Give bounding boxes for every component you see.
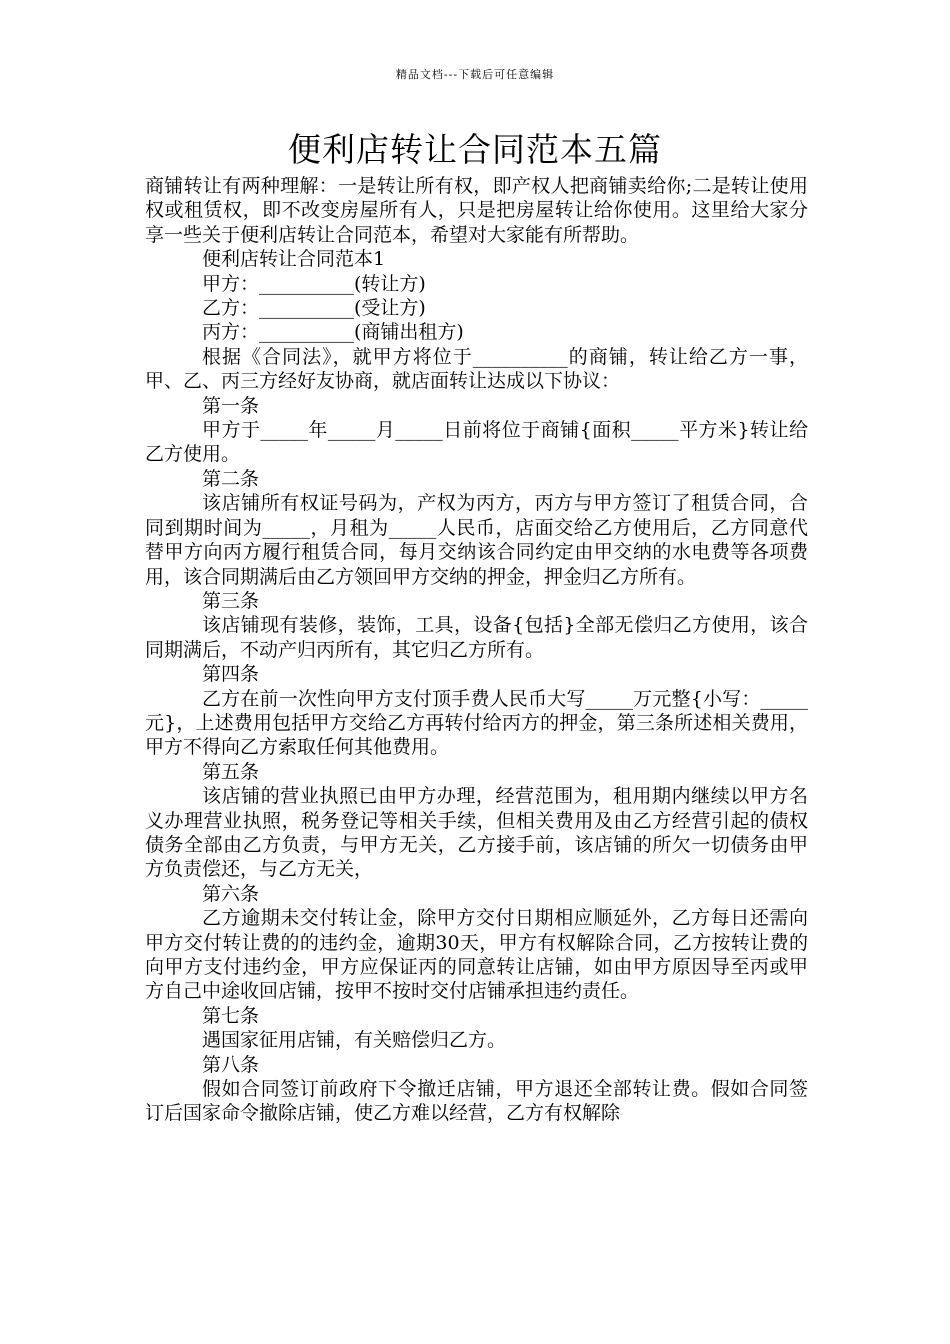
article-text: 甲方于_____年_____月_____日前将位于商铺{面积_____平方米}转让给乙方使用。 [145,419,808,466]
document-title: 便利店转让合同范本五篇 [288,130,662,169]
article-heading: 第四条 [202,663,260,686]
article-heading: 第八条 [202,1053,260,1076]
article-text: 遇国家征用店铺，有关赔偿归乙方。 [202,1029,507,1052]
document-body [145,174,808,1126]
article-text: 该店铺所有权证号码为，产权为丙方，丙方与甲方签订了租赁合同，合同到期时间为_____，月租为_____人民币，店面交给乙方使用后，乙方同意代替甲方向丙方履行租赁合同，每月交纳该合同约定由甲交纳的水电费等各项费用，该合同期满后由乙方领回甲方交纳的押金，押金归乙方所有。 [145,492,808,588]
contract-title: 便利店转让合同范本1 [202,248,386,271]
article-text: 乙方逾期未交付转让金，除甲方交付日期相应顺延外，乙方每日还需向甲方交付转让费的的违约金，逾期30天，甲方有权解除合同，乙方按转让费的向甲方支付违约金，甲方应保证丙的同意转让店铺，如由甲方原因导至丙或甲方自己中途收回店铺，按甲不按时交付店铺承担违约责任。 [145,907,808,1003]
article-heading: 第三条 [202,589,260,612]
article-text: 乙方在前一次性向甲方支付顶手费人民币大写_____万元整{小写：_____元}，上述费用包括甲方交给乙方再转付给丙方的押金，第三条所述相关费用，甲方不得向乙方索取任何其他费用。 [145,687,808,759]
article-heading: 第五条 [202,760,260,783]
article-heading: 第二条 [202,467,260,490]
article-text: 假如合同签订前政府下令撤迁店铺，甲方退还全部转让费。假如合同签订后国家命令撤除店铺，使乙方难以经营，乙方有权解除 [145,1078,808,1125]
party-b-line: 乙方：__________(受让方) [202,297,426,320]
party-a-line: 甲方：__________(转让方) [202,272,426,295]
article-text: 该店铺现有装修，装饰，工具，设备{包括}全部无偿归乙方使用，该合同期满后，不动产归丙所有，其它归乙方所有。 [145,614,808,661]
article-heading: 第六条 [202,882,260,905]
preamble-paragraph: 根据《合同法》，就甲方将位于__________的商铺，转让给乙方一事，甲、乙、丙三方经好友协商，就店面转让达成以下协议： [145,345,808,393]
party-c-line: 丙方：__________(商铺出租方) [202,321,464,344]
intro-paragraph: 商铺转让有两种理解：一是转让所有权，即产权人把商铺卖给你;二是转让使用权或租赁权，即不改变房屋所有人，只是把房屋转让给你使用。这里给大家分享一些关于便利店转让合同范本，希望对大家能有所帮助。 [145,175,808,246]
article-text: 该店铺的营业执照已由甲方办理，经营范围为，租用期内继续以甲方名义办理营业执照，税务登记等相关手续，但相关费用及由乙方经营引起的债权债务全部由乙方负责，与甲方无关，乙方接手前，该店铺的所欠一切债务由甲方负责偿还，与乙方无关， [145,785,808,881]
page-header: 精品文档---下载后可任意编辑 [395,68,555,81]
article-heading: 第一条 [202,394,260,417]
article-heading: 第七条 [202,1004,260,1027]
